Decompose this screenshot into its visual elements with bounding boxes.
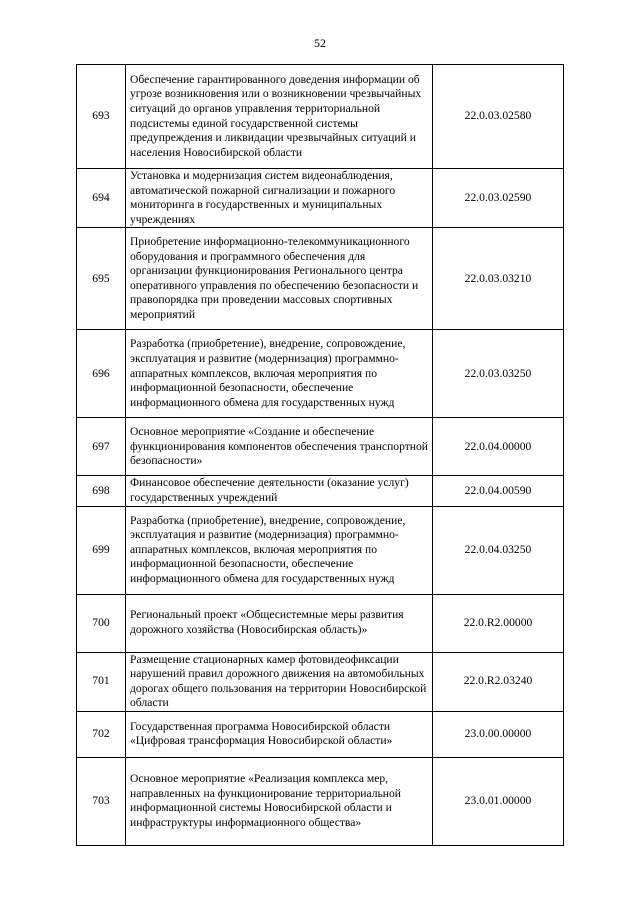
table-row — [77, 65, 564, 169]
row-number: 700 — [77, 594, 126, 652]
row-number: 698 — [77, 476, 126, 506]
row-number: 694 — [77, 169, 126, 228]
table-row — [77, 652, 564, 711]
row-name: Разработка (приобретение), внедрение, сопровождение, эксплуатация и развитие (модернизация) программно-аппаратных комплексов, включая мероприятия по информационной безопасности, обеспечение информационного обмена для государственных нужд — [126, 506, 433, 594]
table-row — [77, 169, 564, 228]
row-code: 22.0.03.03250 — [433, 330, 564, 418]
table-row — [77, 418, 564, 476]
row-number: 696 — [77, 330, 126, 418]
row-number: 702 — [77, 711, 126, 757]
row-code: 23.0.00.00000 — [433, 711, 564, 757]
row-name: Государственная программа Новосибирской области «Цифровая трансформация Новосибирской области» — [126, 711, 433, 757]
row-number: 699 — [77, 506, 126, 594]
row-code: 22.0.04.00590 — [433, 476, 564, 506]
row-name: Основное мероприятие «Создание и обеспечение функционирования компонентов обеспечения транспортной безопасности» — [126, 418, 433, 476]
table-row — [77, 330, 564, 418]
row-name: Установка и модернизация систем видеонаблюдения, автоматической пожарной сигнализации и пожарного мониторинга в государственных и муниципальных учреждениях — [126, 169, 433, 228]
row-number: 701 — [77, 652, 126, 711]
row-code: 22.0.R2.03240 — [433, 652, 564, 711]
row-number: 697 — [77, 418, 126, 476]
row-number: 695 — [77, 228, 126, 330]
row-name: Финансовое обеспечение деятельности (оказание услуг) государственных учреждений — [126, 476, 433, 506]
table-row — [77, 711, 564, 757]
row-code: 22.0.04.00000 — [433, 418, 564, 476]
row-code: 22.0.04.03250 — [433, 506, 564, 594]
row-name: Региональный проект «Общесистемные меры развития дорожного хозяйства (Новосибирская область)» — [126, 594, 433, 652]
table-row — [77, 228, 564, 330]
row-number: 703 — [77, 757, 126, 845]
row-name: Разработка (приобретение), внедрение, сопровождение, эксплуатация и развитие (модернизация) программно-аппаратных комплексов, включая мероприятия по информационной безопасности, обеспечение информационного обмена для государственных нужд — [126, 330, 433, 418]
page-number: 52 — [314, 36, 326, 50]
row-name: Основное мероприятие «Реализация комплекса мер, направленных на функционирование территориальной информационной системы Новосибирской области и инфраструктуры информационного общества» — [126, 757, 433, 845]
row-code: 22.0.R2.00000 — [433, 594, 564, 652]
document-table — [76, 64, 564, 846]
table-row — [77, 594, 564, 652]
row-number: 693 — [77, 65, 126, 169]
row-code: 22.0.03.03210 — [433, 228, 564, 330]
row-code: 22.0.03.02590 — [433, 169, 564, 228]
table-row — [77, 757, 564, 845]
row-code: 22.0.03.02580 — [433, 65, 564, 169]
table-row — [77, 476, 564, 506]
row-code: 23.0.01.00000 — [433, 757, 564, 845]
row-name: Приобретение информационно-телекоммуникационного оборудования и программного обеспечения для организации функционирования Регионального центра оперативного управления по обеспечению безопасности и правопорядка при проведении массовых спортивных мероприятий — [126, 228, 433, 330]
row-name: Обеспечение гарантированного доведения информации об угрозе возникновения или о возникновении чрезвычайных ситуаций до органов управления территориальной подсистемы единой государственной системы предупреждения и ликвидации чрезвычайных ситуаций и населения Новосибирской области — [126, 65, 433, 169]
row-name: Размещение стационарных камер фотовидеофиксации нарушений правил дорожного движения на автомобильных дорогах общего пользования на территории Новосибирской области — [126, 652, 433, 711]
table-row — [77, 506, 564, 594]
